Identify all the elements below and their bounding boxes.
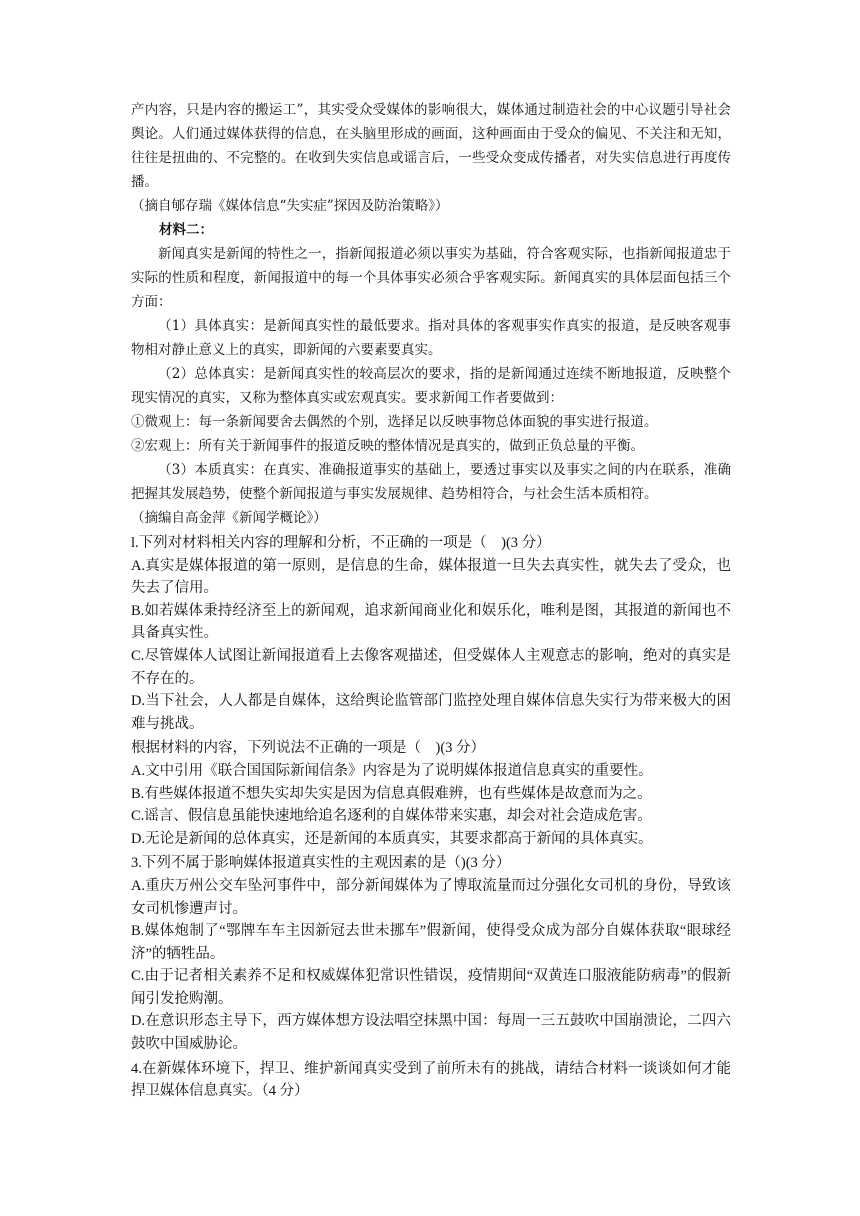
question-1-option-a: A.真实是媒体报道的第一原则，是信息的生命，媒体报道一旦失去真实性，就失去了受众，也失去了信用。 [131, 557, 731, 597]
material-two-point-2-micro: ①微观上：每一条新闻要舍去偶然的个别，选择足以反映事物总体面貌的事实进行报道。 [131, 414, 658, 430]
question-1-option-b: B.如若媒体秉持经济至上的新闻观，追求新闻商业化和娱乐化，唯利是图，其报道的新闻也不具备真实性。 [131, 602, 731, 642]
question-3-option-d: D.在意识形态主导下，西方媒体想方设法唱空抹黑中国：每周一三五鼓吹中国崩溃论，二四六鼓吹中国威胁论。 [131, 1013, 731, 1053]
material-two-point-2-macro: ②宏观上：所有关于新闻事件的报道反映的整体情况是真实的，做到正负总量的平衡。 [131, 438, 644, 454]
question-2-option-a: A.文中引用《联合国国际新闻信条》内容是为了说明媒体报道信息真实的重要性。 [131, 762, 653, 779]
question-3-stem: 3.下列不属于影响媒体报道真实性的主观因素的是（)(3 分） [131, 855, 511, 872]
material-two-point-3: （3）本质真实：在真实、准确报道事实的基础上，要透过事实以及事实之间的内在联系，准确把握其发展趋势，使整个新闻报道与事实发展规律、趋势相符合，与社会生活本质相符。 [131, 462, 731, 502]
material-two [131, 218, 731, 530]
material-two-heading: 材料二： [159, 222, 213, 238]
material-one-tail [131, 98, 731, 218]
question-1 [131, 532, 731, 735]
material-two-source: （摘编自高金萍《新闻学概论》） [131, 510, 327, 526]
material-two-point-2: （2）总体真实：是新闻真实性的较高层次的要求，指的是新闻通过连续不断地报道，反映整个现实情况的真实，又称为整体真实或宏观真实。要求新闻工作者要做到： [131, 366, 731, 406]
question-2-option-c: C.谣言、假信息虽能快速地给追名逐利的自媒体带来实惠，却会对社会造成危害。 [131, 808, 652, 825]
question-3-option-b: B.媒体炮制了“鄂牌车车主因新冠去世未挪车”假新闻，使得受众成为部分自媒体获取“眼球经济”的牺牲品。 [131, 923, 731, 962]
question-1-option-d: D.当下社会，人人都是自媒体，这给舆论监管部门监控处理自媒体信息失实行为带来极大的困难与挑战。 [131, 693, 731, 732]
material-one-paragraph: 产内容，只是内容的搬运工”，其实受众受媒体的影响很大，媒体通过制造社会的中心议题引导社会舆论。人们通过媒体获得的信息，在头脑里形成的画面，这种画面由于受众的偏见、不关注和无知，往往是扭曲的、不完整的。在收到失实信息或谣言后，一些受众变成传播者，对失实信息进行再度传播。 [131, 102, 731, 190]
question-2-stem: 根据材料的内容，下列说法不正确的一项是（ )(3 分） [131, 740, 486, 757]
question-3-option-c: C.由于记者相关素养不足和权威媒体犯常识性错误，疫情期间“双黄连口服液能防病毒”的假新闻引发抢购潮。 [131, 968, 731, 1007]
question-4-stem: 4.在新媒体环境下，捍卫、维护新闻真实受到了前所未有的挑战，请结合材料一谈谈如何才能捍卫媒体信息真实。（4 分） [131, 1060, 731, 1100]
question-2-option-d: D.无论是新闻的总体真实，还是新闻的本质真实，其要求都高于新闻的具体真实。 [131, 830, 653, 847]
question-1-stem: l.下列对材料相关内容的理解和分析，不正确的一项是（ )(3 分） [131, 535, 551, 551]
question-3-option-a: A.重庆万州公交车坠河事件中，部分新闻媒体为了博取流量而过分强化女司机的身份，导致该女司机惨遭声讨。 [131, 877, 731, 917]
question-4 [131, 1058, 731, 1103]
material-one-source: （摘自郇存瑞《媒体信息“失实症”探因及防治策略》） [131, 198, 449, 214]
exam-page [131, 98, 731, 1103]
question-2 [131, 737, 731, 850]
question-3 [131, 852, 731, 1055]
question-1-option-c: C.尽管媒体人试图让新闻报道看上去像客观描述，但受媒体人主观意志的影响，绝对的真实是不存在的。 [131, 647, 731, 687]
material-two-point-1: （1）具体真实：是新闻真实性的最低要求。指对具体的客观事实作真实的报道，是反映客观事物相对静止意义上的真实，即新闻的六要素要真实。 [131, 318, 731, 358]
question-2-option-b: B.有些媒体报道不想失实却失实是因为信息真假难辨，也有些媒体是故意而为之。 [131, 785, 652, 802]
material-two-intro: 新闻真实是新闻的特性之一，指新闻报道必须以事实为基础，符合客观实际，也指新闻报道忠于实际的性质和程度，新闻报道中的每一个具体事实必须合乎客观实际。新闻真实的具体层面包括三个方面： [131, 246, 731, 310]
